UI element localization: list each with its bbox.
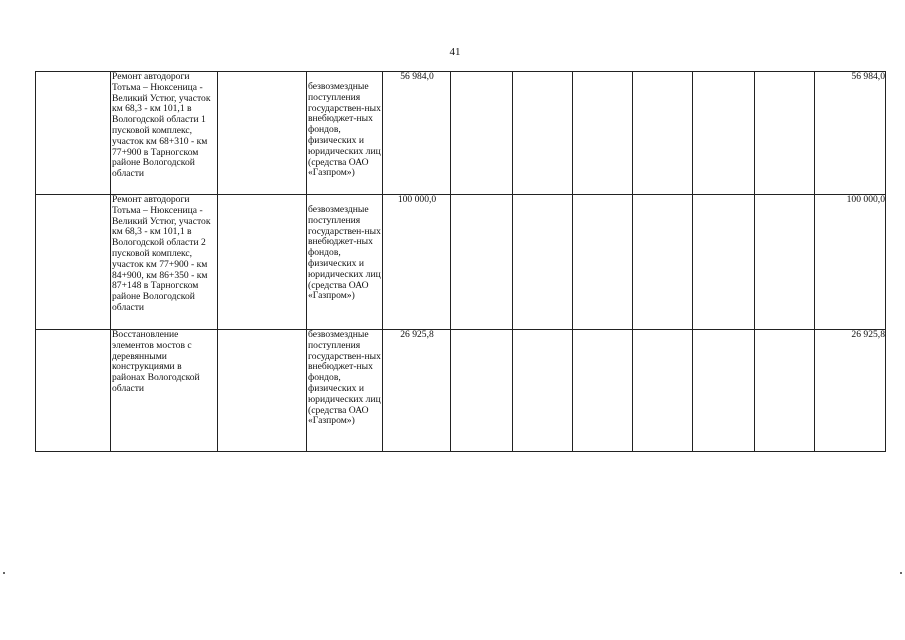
empty-cell [513,330,573,452]
amount-cell: 26 925,8 [383,330,451,452]
empty-cell [633,330,693,452]
empty-cell [755,72,815,195]
empty-cell [573,330,633,452]
funding-source-cell [307,330,383,452]
empty-cell [218,330,307,452]
scan-mark-right [900,572,902,574]
empty-cell [693,330,755,452]
total-cell: 26 925,8 [815,330,886,452]
object-name-cell: Ремонт автодороги Тотьма – Нюксеница - Великий Устюг, участок км 68,3 - км 101,1 в Вологодской области 2 пусковой комплекс, участок км 77+900 - км 84+900, км 86+350 - км 87+148 в Тарногском районе Вологодской области [111,195,218,330]
table-row [36,330,886,452]
funding-source-text: безвозмездные поступления государствен-ных внебюджет-ных фондов, физических и юридических лиц (средства ОАО «Газпром») [308,329,381,427]
empty-cell [633,195,693,330]
table-row [36,195,886,330]
empty-cell [633,72,693,195]
scan-mark-left [3,572,5,574]
budget-table [35,71,886,452]
empty-cell [451,330,513,452]
table-row [36,72,886,195]
total-cell: 100 000,0 [815,195,886,330]
empty-cell [218,195,307,330]
funding-source-text: безвозмездные поступления государствен-ных внебюджет-ных фондов, физических и юридических лиц (средства ОАО «Газпром») [308,204,381,302]
empty-cell [36,72,111,195]
object-name-cell: Ремонт автодороги Тотьма – Нюксеница - Великий Устюг, участок км 68,3 - км 101,1 в Вологодской области 1 пусковой комплекс, участок км 68+310 - км 77+900 в Тарногском районе Вологодской области [111,72,218,195]
empty-cell [513,195,573,330]
page-number: 41 [449,46,461,58]
empty-cell [36,195,111,330]
amount-cell: 56 984,0 [383,72,451,195]
empty-cell [451,72,513,195]
empty-cell [36,330,111,452]
empty-cell [451,195,513,330]
empty-cell [573,195,633,330]
funding-source-cell [307,72,383,195]
empty-cell [693,195,755,330]
empty-cell [573,72,633,195]
empty-cell [755,330,815,452]
funding-source-text: безвозмездные поступления государствен-ных внебюджет-ных фондов, физических и юридических лиц (средства ОАО «Газпром») [308,81,381,179]
funding-source-cell [307,195,383,330]
object-name-cell: Восстановление элементов мостов с деревянными конструкциями в районах Вологодской области [111,330,218,452]
amount-cell: 100 000,0 [383,195,451,330]
empty-cell [693,72,755,195]
empty-cell [513,72,573,195]
total-cell: 56 984,0 [815,72,886,195]
empty-cell [755,195,815,330]
empty-cell [218,72,307,195]
